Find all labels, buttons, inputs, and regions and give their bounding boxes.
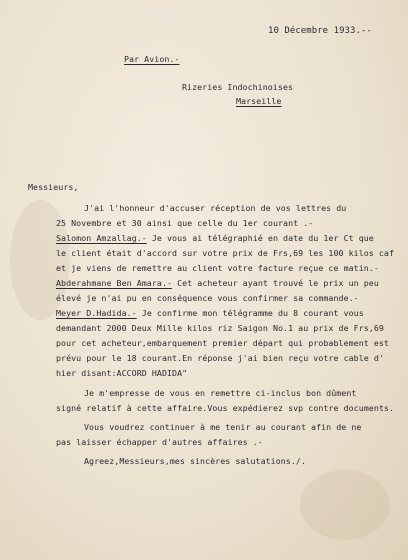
client-name: Abderahmane Ben Amara.- xyxy=(56,278,173,288)
body-line: pour cet acheteur,embarquement premier départ qui probablement est xyxy=(56,338,389,348)
body-line: le client était d'accord sur votre prix de Frs,69 les 100 kilos caf xyxy=(56,248,395,258)
closing: Agreez,Messieurs,mes sincères salutations./. xyxy=(84,456,306,466)
body-line: Je m'empresse de vous en remettre ci-inclus bon dûment xyxy=(84,388,357,398)
letter-date: 10 Décembre 1933.-- xyxy=(268,26,372,36)
body-line: J'ai l'honneur d'accuser réception de vos lettres du xyxy=(84,203,347,213)
delivery-method: Par Avion.- xyxy=(124,54,180,64)
body-line: élevé je n'ai pu en conséquence vous confirmer sa commande.- xyxy=(56,293,359,303)
body-line: Abderahmane Ben Amara.- Cet acheteur ayant trouvé le prix un peu xyxy=(56,278,379,288)
body-line: et je viens de remettre au client votre facture reçue ce matin.- xyxy=(56,263,379,273)
paper-stain xyxy=(300,470,390,540)
body-line: signé relatif à cette affaire.Vous expédierez svp contre documents. xyxy=(56,403,395,413)
client-name: Salomon Amzallag.- xyxy=(56,233,147,243)
body-line: pas laisser échapper d'autres affaires .- xyxy=(56,437,263,447)
body-line: 25 Novembre et 30 ainsi que celle du 1er courant .- xyxy=(56,218,314,228)
salutation: Messieurs, xyxy=(28,182,79,192)
body-line: Meyer D.Hadida.- Je confirme mon télégramme du 8 courant vous xyxy=(56,308,364,318)
body-line: hier disant:ACCORD HADIDA" xyxy=(56,368,188,378)
body-line: Salomon Amzallag.- Je vous ai télégraphié en date du 1er Ct que xyxy=(56,233,374,243)
body-line: prévu pour le 18 courant.En réponse j'ai bien reçu votre cable d' xyxy=(56,353,384,363)
recipient-city: Marseille xyxy=(236,96,282,106)
body-line: demandant 2000 Deux Mille kilos riz Saigon No.1 au prix de Frs,69 xyxy=(56,323,384,333)
client-name: Meyer D.Hadida.- xyxy=(56,308,137,318)
body-line: Vous voudrez continuer à me tenir au courant afin de ne xyxy=(84,422,362,432)
recipient-name: Rizeries Indochinoises xyxy=(182,82,293,92)
